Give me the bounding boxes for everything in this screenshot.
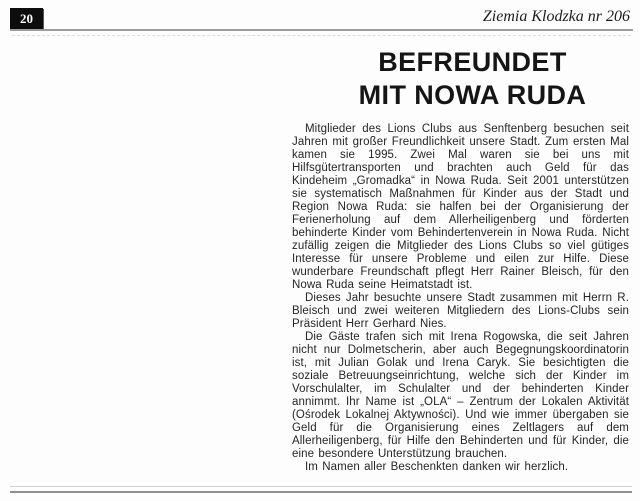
footer-rule-light	[10, 486, 632, 487]
article-paragraph-4: Im Namen aller Beschenkten danken wir herzlich.	[305, 461, 569, 473]
header-rule	[10, 29, 633, 31]
article-body	[292, 123, 629, 474]
article-title	[305, 46, 640, 112]
footer-rule-dark	[10, 491, 632, 493]
article-paragraph-1: Mitglieder des Lions Clubs aus Senftenberg besuchen seit Jahren mit großer Freundlichkeit unsere Stadt. Zum ersten Mal kamen sie 1995. Zwei Mal waren sie bei uns mit Hilfsgütertransporten und brachten auch Geld für das Kindeheim „Gromadka“ in Nowa Ruda. Seit 2001 unterstützen sie systematisch Maßnahmen für Kinder aus der Stadt und Region Nowa Ruda: sie halfen bei der Organisierung der Ferienerholung auf dem Allerheiligenberg und förderten behinderte Kinder vom Behindertenverein in Nowa Ruda. Nicht zufällig zeigen die Mitglieder des Lions Clubs so viel gütiges Interesse für unsere Probleme und eilen zur Hilfe. Diese wunderbare Freundschaft pflegt Herr Rainer Bleisch, für den Nowa Ruda seine Heimatstadt ist.	[292, 123, 629, 291]
page-number: 20	[20, 11, 33, 26]
article-title-line2: MIT NOWA RUDA	[358, 80, 587, 110]
journal-title: Ziemia Klodzka nr 206	[482, 8, 630, 25]
article-paragraph-3: Die Gäste trafen sich mit Irena Rogowska, die seit Jahren nicht nur Dolmetscherin, aber auch Begegnungskoordinatorin ist, mit Julian Golak und Irena Caryk. Sie besichtigten die soziale Betreuungseinrichtung, welche sich der Kinder im Vorschulalter, im Schulalter und der behinderten Kinder annimmt. Ihr Name ist „OLA“ – Zentrum der Lokalen Aktivität (Ośrodek Lokalnej Aktywności). Und wie immer übergaben sie Geld für die Organisierung eines Zeltlagers auf dem Allerheiligenberg, für Hilfe den Behinderten und für Kinder, die eine besondere Unterstützung brauchen.	[292, 331, 629, 460]
page-number-box	[10, 8, 43, 30]
article-paragraph-2: Dieses Jahr besuchte unsere Stadt zusammen mit Herrn R. Bleisch und zwei weiteren Mitgliedern des Lions-Clubs sein Präsident Herr Gerhard Nies.	[292, 292, 629, 330]
article-title-line1: BEFREUNDET	[378, 47, 567, 77]
header-rule-faint	[12, 35, 631, 36]
